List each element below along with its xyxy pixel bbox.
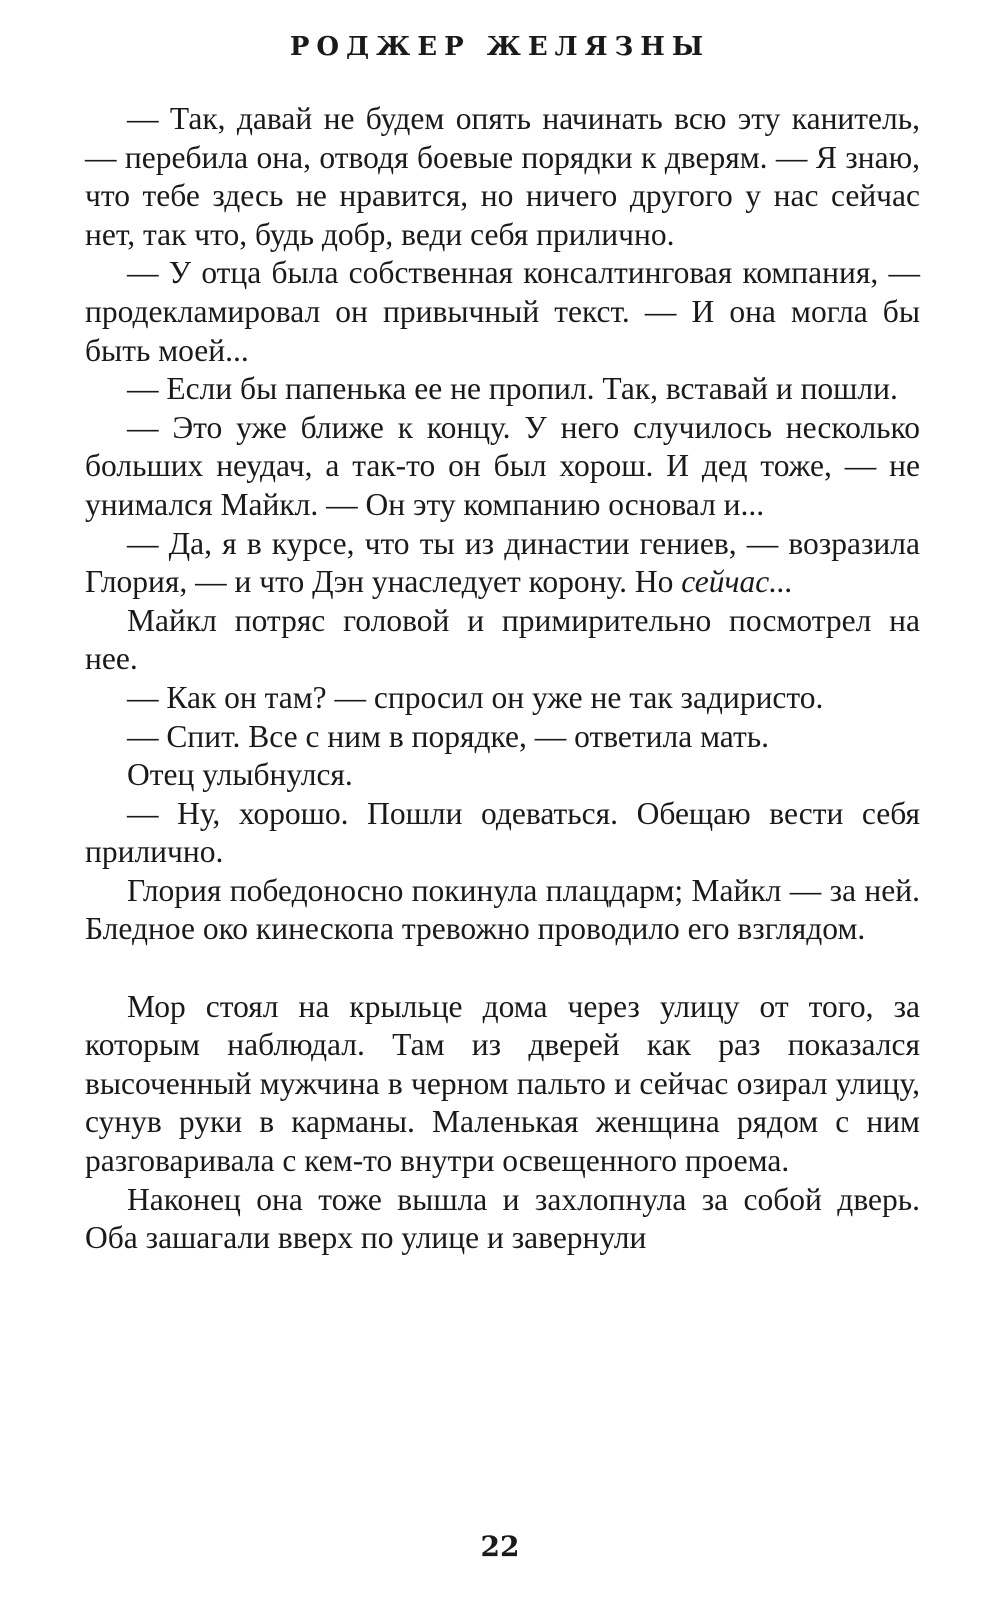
paragraph-1: — Так, давай не будем опять начинать всю эту канитель, — перебила она, отводя боевые порядки к дверям. — Я знаю, что тебе здесь не нравится, но ничего другого у нас сейчас нет, так что, будь добр, веди себя прилично. bbox=[85, 101, 920, 252]
paragraph-4: — Это уже ближе к концу. У него случилось несколько больших неудач, а так-то он был хорош. И дед тоже, — не унимался Майкл. — Он эту компанию основал и... bbox=[85, 409, 920, 522]
body-text bbox=[85, 100, 920, 1258]
italic-emphasis: сейчас... bbox=[681, 564, 793, 600]
paragraph-5-text: — Да, я в курсе, что ты из династии гениев, — возразила Глория, — и что Дэн унаследует корону. Но bbox=[85, 525, 920, 600]
paragraph-7: — Как он там? — спросил он уже не так задиристо. bbox=[127, 679, 824, 715]
paragraph-5 bbox=[85, 525, 920, 602]
paragraph-6: Майкл потряс головой и примирительно посмотрел на нее. bbox=[85, 602, 920, 677]
paragraph-3: — Если бы папенька ее не пропил. Так, вставай и пошли. bbox=[127, 371, 898, 407]
page-number: 22 bbox=[480, 1530, 520, 1563]
paragraph-2: — У отца была собственная консалтинговая компания, — продекламировал он привычный текст. — И она могла бы быть моей... bbox=[85, 255, 920, 368]
paragraph-11: Глория победоносно покинула плацдарм; Майкл — за ней. Бледное око кинескопа тревожно проводило его взглядом. bbox=[85, 872, 920, 947]
paragraph-10: — Ну, хорошо. Пошли одеваться. Обещаю вести себя прилично. bbox=[85, 795, 920, 870]
paragraph-12: Мор стоял на крыльце дома через улицу от того, за которым наблюдал. Там из дверей как раз показался высоченный мужчина в черном пальто и сейчас озирал улицу, сунув руки в карманы. Маленькая женщина рядом с ним разговаривала с кем-то внутри освещенного проема. bbox=[85, 988, 920, 1179]
paragraph-8: — Спит. Все с ним в порядке, — ответила мать. bbox=[127, 718, 769, 754]
running-head: РОДЖЕР ЖЕЛЯЗНЫ bbox=[289, 32, 711, 62]
paragraph-13: Наконец она тоже вышла и захлопнула за собой дверь. Оба зашагали вверх по улице и завернули bbox=[85, 1181, 920, 1256]
paragraph-9: Отец улыбнулся. bbox=[127, 757, 353, 793]
